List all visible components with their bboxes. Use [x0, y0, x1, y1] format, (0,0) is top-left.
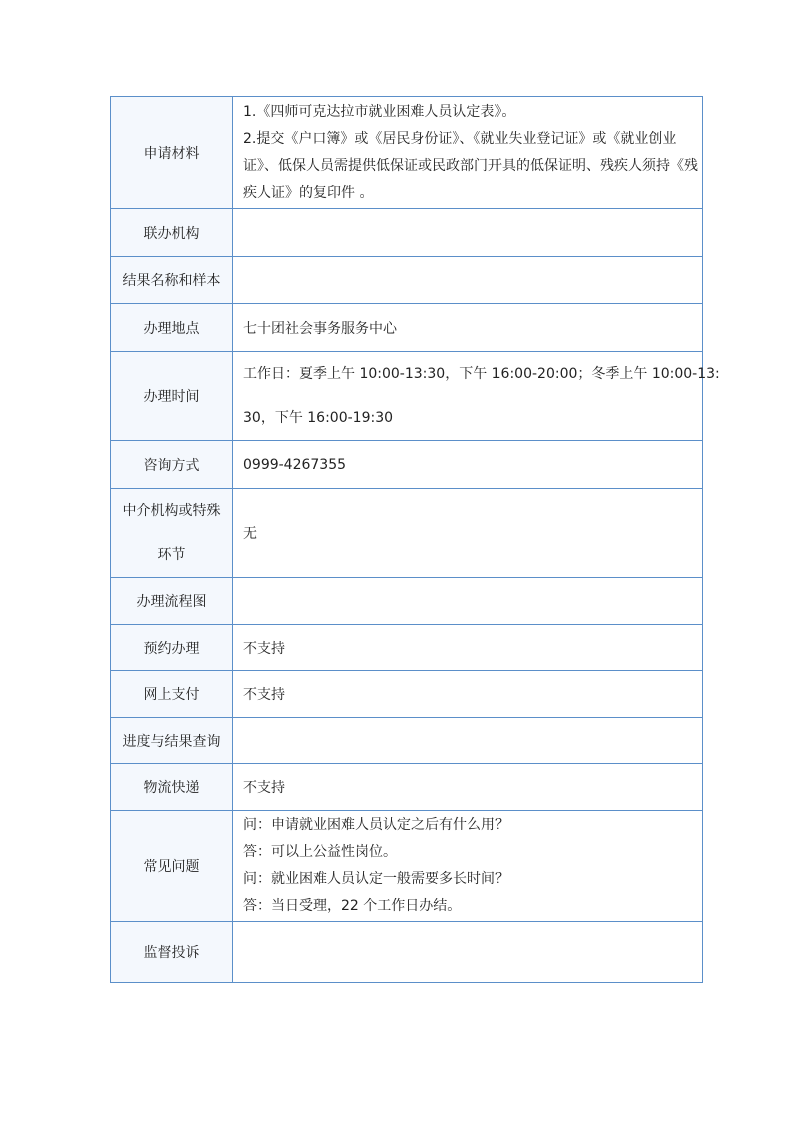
table-row — [111, 811, 703, 922]
materials-line: 证》、低保人员需提供低保证或民政部门开具的低保证明、残疾人须持《残 — [243, 157, 698, 174]
table-row — [111, 764, 703, 811]
intermediary-label-line: 环节 — [157, 547, 186, 563]
table-row — [111, 625, 703, 671]
faq-line: 答：当日受理，22 个工作日办结。 — [243, 898, 462, 914]
row-value-online-payment: 不支持 — [233, 671, 703, 718]
row-label-faq: 常见问题 — [111, 811, 233, 922]
row-label-joint-agency: 联办机构 — [111, 209, 233, 257]
row-value-intermediary: 无 — [233, 489, 703, 578]
row-label-flowchart: 办理流程图 — [111, 578, 233, 625]
row-value-joint-agency — [233, 209, 703, 257]
row-value-hours — [233, 352, 720, 441]
table-row — [111, 257, 703, 304]
table-row — [111, 352, 703, 441]
table-row — [111, 578, 703, 625]
materials-line: 1.《四师可克达拉市就业困难人员认定表》。 — [243, 103, 516, 120]
row-value-location: 七十团社会事务服务中心 — [233, 304, 703, 352]
intermediary-label-line: 中介机构或特殊 — [122, 503, 221, 519]
row-label-complaints: 监督投诉 — [111, 922, 233, 983]
table-row — [111, 718, 703, 764]
row-label-materials: 申请材料 — [111, 97, 233, 209]
table-row — [111, 922, 703, 983]
row-label-intermediary — [111, 489, 233, 578]
row-value-result-name — [233, 257, 703, 304]
table-row — [111, 97, 703, 209]
row-value-logistics: 不支持 — [233, 764, 703, 811]
materials-line: 疾人证》的复印件 。 — [243, 184, 374, 201]
row-value-contact: 0999-4267355 — [233, 441, 703, 489]
row-value-complaints — [233, 922, 703, 983]
materials-line: 2.提交《户口簿》或《居民身份证》、《就业失业登记证》或《就业创业 — [243, 130, 677, 147]
table-row — [111, 441, 703, 489]
row-value-appointment: 不支持 — [233, 625, 703, 671]
row-value-progress-query — [233, 718, 703, 764]
table-row — [111, 209, 703, 257]
table-row — [111, 304, 703, 352]
faq-line: 问：就业困难人员认定一般需要多长时间？ — [243, 871, 509, 887]
row-label-online-payment: 网上支付 — [111, 671, 233, 718]
faq-line: 问：申请就业困难人员认定之后有什么用？ — [243, 817, 509, 833]
row-label-location: 办理地点 — [111, 304, 233, 352]
row-label-hours: 办理时间 — [111, 352, 233, 441]
row-label-result-name: 结果名称和样本 — [111, 257, 233, 304]
row-label-progress-query: 进度与结果查询 — [111, 718, 233, 764]
row-value-flowchart — [233, 578, 703, 625]
hours-line: 工作日：夏季上午 10:00-13:30，下午 16:00-20:00；冬季上午 10:00-13: — [243, 366, 720, 382]
faq-line: 答：可以上公益性岗位。 — [243, 844, 397, 860]
table-row — [111, 671, 703, 718]
row-value-materials — [233, 97, 703, 209]
service-info-table — [110, 96, 720, 983]
row-label-appointment: 预约办理 — [111, 625, 233, 671]
hours-line: 30，下午 16:00-19:30 — [243, 410, 394, 426]
row-label-contact: 咨询方式 — [111, 441, 233, 489]
table-row — [111, 489, 703, 578]
row-value-faq — [233, 811, 703, 922]
row-label-logistics: 物流快递 — [111, 764, 233, 811]
